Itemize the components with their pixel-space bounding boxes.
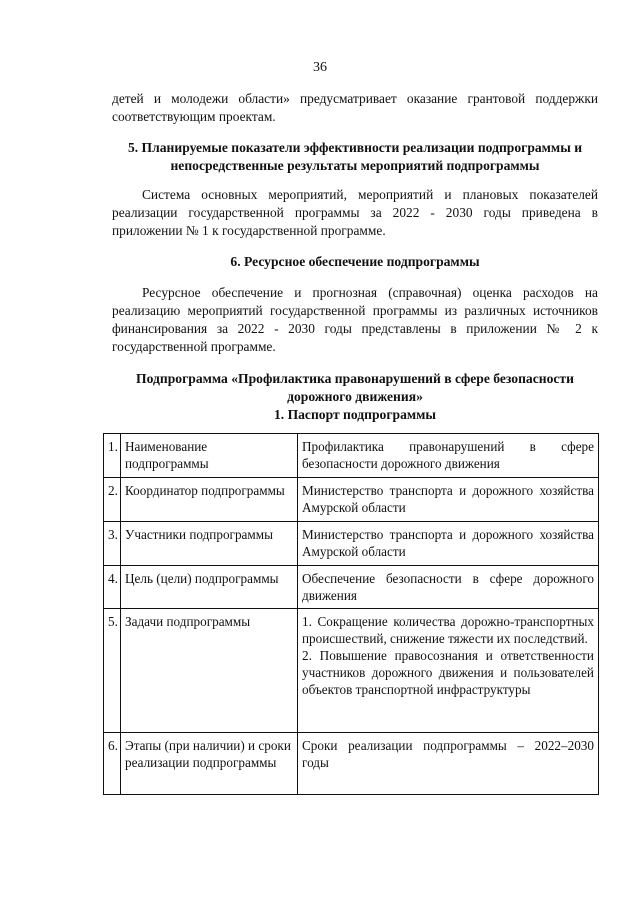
row-number: 1. (104, 434, 121, 478)
row-value: Сроки реализации подпрограммы – 2022–2030 годы (298, 733, 599, 795)
table-row (104, 434, 599, 478)
row-name: Этапы (при наличии) и сроки реализации подпрограммы (121, 733, 298, 795)
subprogram-title-line-1: Подпрограмма «Профилактика правонарушений в сфере безопасности (136, 371, 574, 386)
row-value: Министерство транспорта и дорожного хозяйства Амурской области (298, 522, 599, 566)
passport-heading: 1. Паспорт подпрограммы (273, 407, 437, 422)
section-5-heading-line-1: 5. Планируемые показатели эффективности реализации подпрограммы и (127, 140, 583, 155)
intro-line-2: соответствующим проектам. (112, 109, 276, 124)
row-number: 2. (104, 478, 121, 522)
table-row (104, 522, 599, 566)
task-2: 2. Повышение правосознания и ответственности участников дорожного движения и пользователей объектов транспортной инфраструктуры (302, 648, 594, 697)
page-number: 36 (313, 60, 327, 75)
row-value: Профилактика правонарушений в сфере безопасности дорожного движения (298, 434, 599, 478)
section-5-heading-line-2: непосредственные результаты мероприятий подпрограммы (170, 158, 540, 173)
task-1: 1. Сокращение количества дорожно-транспортных происшествий, снижение тяжести их последствий. (302, 614, 594, 646)
row-number: 6. (104, 733, 121, 795)
row-name: Участники подпрограммы (121, 522, 298, 566)
section-5-heading (100, 139, 610, 175)
row-value (298, 609, 599, 733)
section-6-heading: 6. Ресурсное обеспечение подпрограммы (230, 254, 480, 269)
intro-line-1: детей и молодежи области» предусматривает оказание грантовой поддержки (112, 91, 598, 106)
row-name: Задачи подпрограммы (121, 609, 298, 733)
table-row (104, 478, 599, 522)
row-number: 4. (104, 566, 121, 609)
row-name: Координатор подпрограммы (121, 478, 298, 522)
subprogram-title (100, 370, 610, 424)
row-name: Наименование подпрограммы (121, 434, 298, 478)
row-name: Цель (цели) подпрограммы (121, 566, 298, 609)
section-6-paragraph: Ресурсное обеспечение и прогнозная (справочная) оценка расходов на реализацию мероприятий государственной программы из различных источников финансирования за 2022 - 2030 годы представлены в приложении № 2 к государственной программе. (112, 285, 598, 354)
row-number: 3. (104, 522, 121, 566)
row-number: 5. (104, 609, 121, 733)
table-row (104, 733, 599, 795)
table-row (104, 609, 599, 733)
section-5-paragraph: Система основных мероприятий, мероприятий и плановых показателей реализации государственной программы за 2022 - 2030 годы приведена в приложении № 1 к государственной программе. (112, 187, 598, 238)
row-value: Обеспечение безопасности в сфере дорожного движения (298, 566, 599, 609)
passport-table (103, 433, 599, 795)
subprogram-title-line-2: дорожного движения» (287, 389, 423, 404)
table-row (104, 566, 599, 609)
intro-paragraph (112, 90, 598, 126)
row-value: Министерство транспорта и дорожного хозяйства Амурской области (298, 478, 599, 522)
